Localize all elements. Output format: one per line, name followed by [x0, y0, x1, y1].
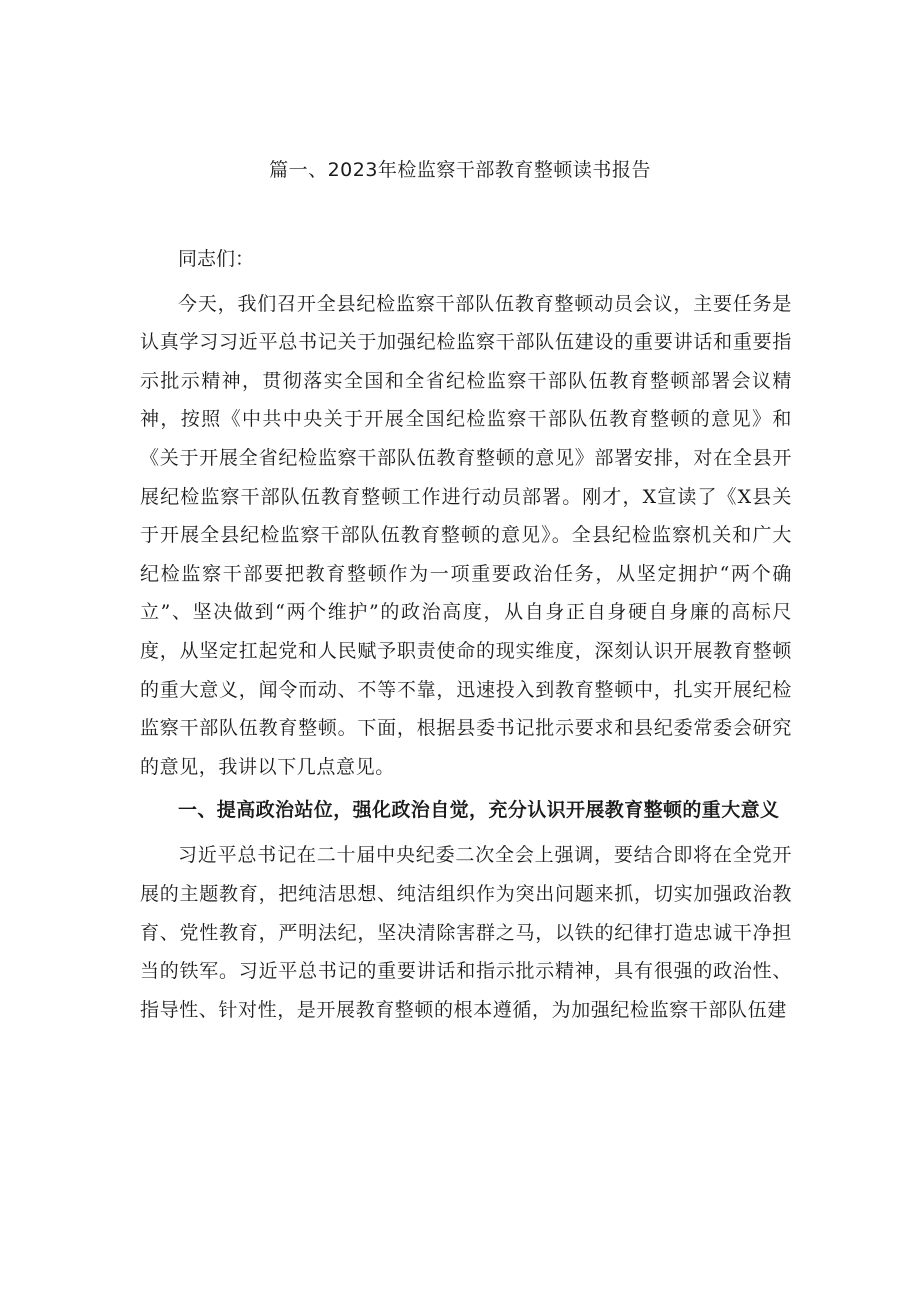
section-heading-1: 一、提高政治站位，强化政治自觉，充分认识开展教育整顿的重大意义 [178, 799, 780, 822]
paragraph-opening: 今天，我们召开全县纪检监察干部队伍教育整顿动员会议，主要任务是认真学习习近平总书记关于加强纪检监察干部队伍建设的重要讲话和重要指示批示精神，贯彻落实全国和全省纪检监察干部队伍教育整顿部署会议精神，按照《中共中央关于开展全国纪检监察干部队伍教育整顿的意见》和《关于开展全省纪检监察干部队伍教育整顿的意见》部署安排，对在全县开展纪检监察干部队伍教育整顿工作进行动员部署。刚才，X宣读了《X县关于开展全县纪检监察干部队伍教育整顿的意见》。全县纪检监察机关和广大纪检监察干部要把教育整顿作为一项重要政治任务，从坚定拥护“两个确立”、坚决做到“两个维护”的政治高度，从自身正自身硬自身廉的高标尺度，从坚定扛起党和人民赋予职责使命的现实维度，深刻认识开展教育整顿的重大意义，闻令而动、不等不靠，迅速投入到教育整顿中，扎实开展纪检监察干部队伍教育整顿。下面，根据县委书记批示要求和县纪委常委会研究的意见，我讲以下几点意见。 [140, 292, 792, 778]
salutation: 同志们： [178, 248, 255, 270]
paragraph-section-1: 习近平总书记在二十届中央纪委二次全会上强调，要结合即将在全党开展的主题教育，把纯洁思想、纯洁组织作为突出问题来抓，切实加强政治教育、党性教育，严明法纪，坚决清除害群之马，以铁的纪律打造忠诚干净担当的铁军。习近平总书记的重要讲话和指示批示精神，具有很强的政治性、指导性、针对性，是开展教育整顿的根本遵循，为加强纪检监察干部队伍建 [140, 844, 792, 1021]
document-title: 篇一、2023年检监察干部教育整顿读书报告 [269, 159, 651, 181]
document-body [140, 240, 792, 1029]
